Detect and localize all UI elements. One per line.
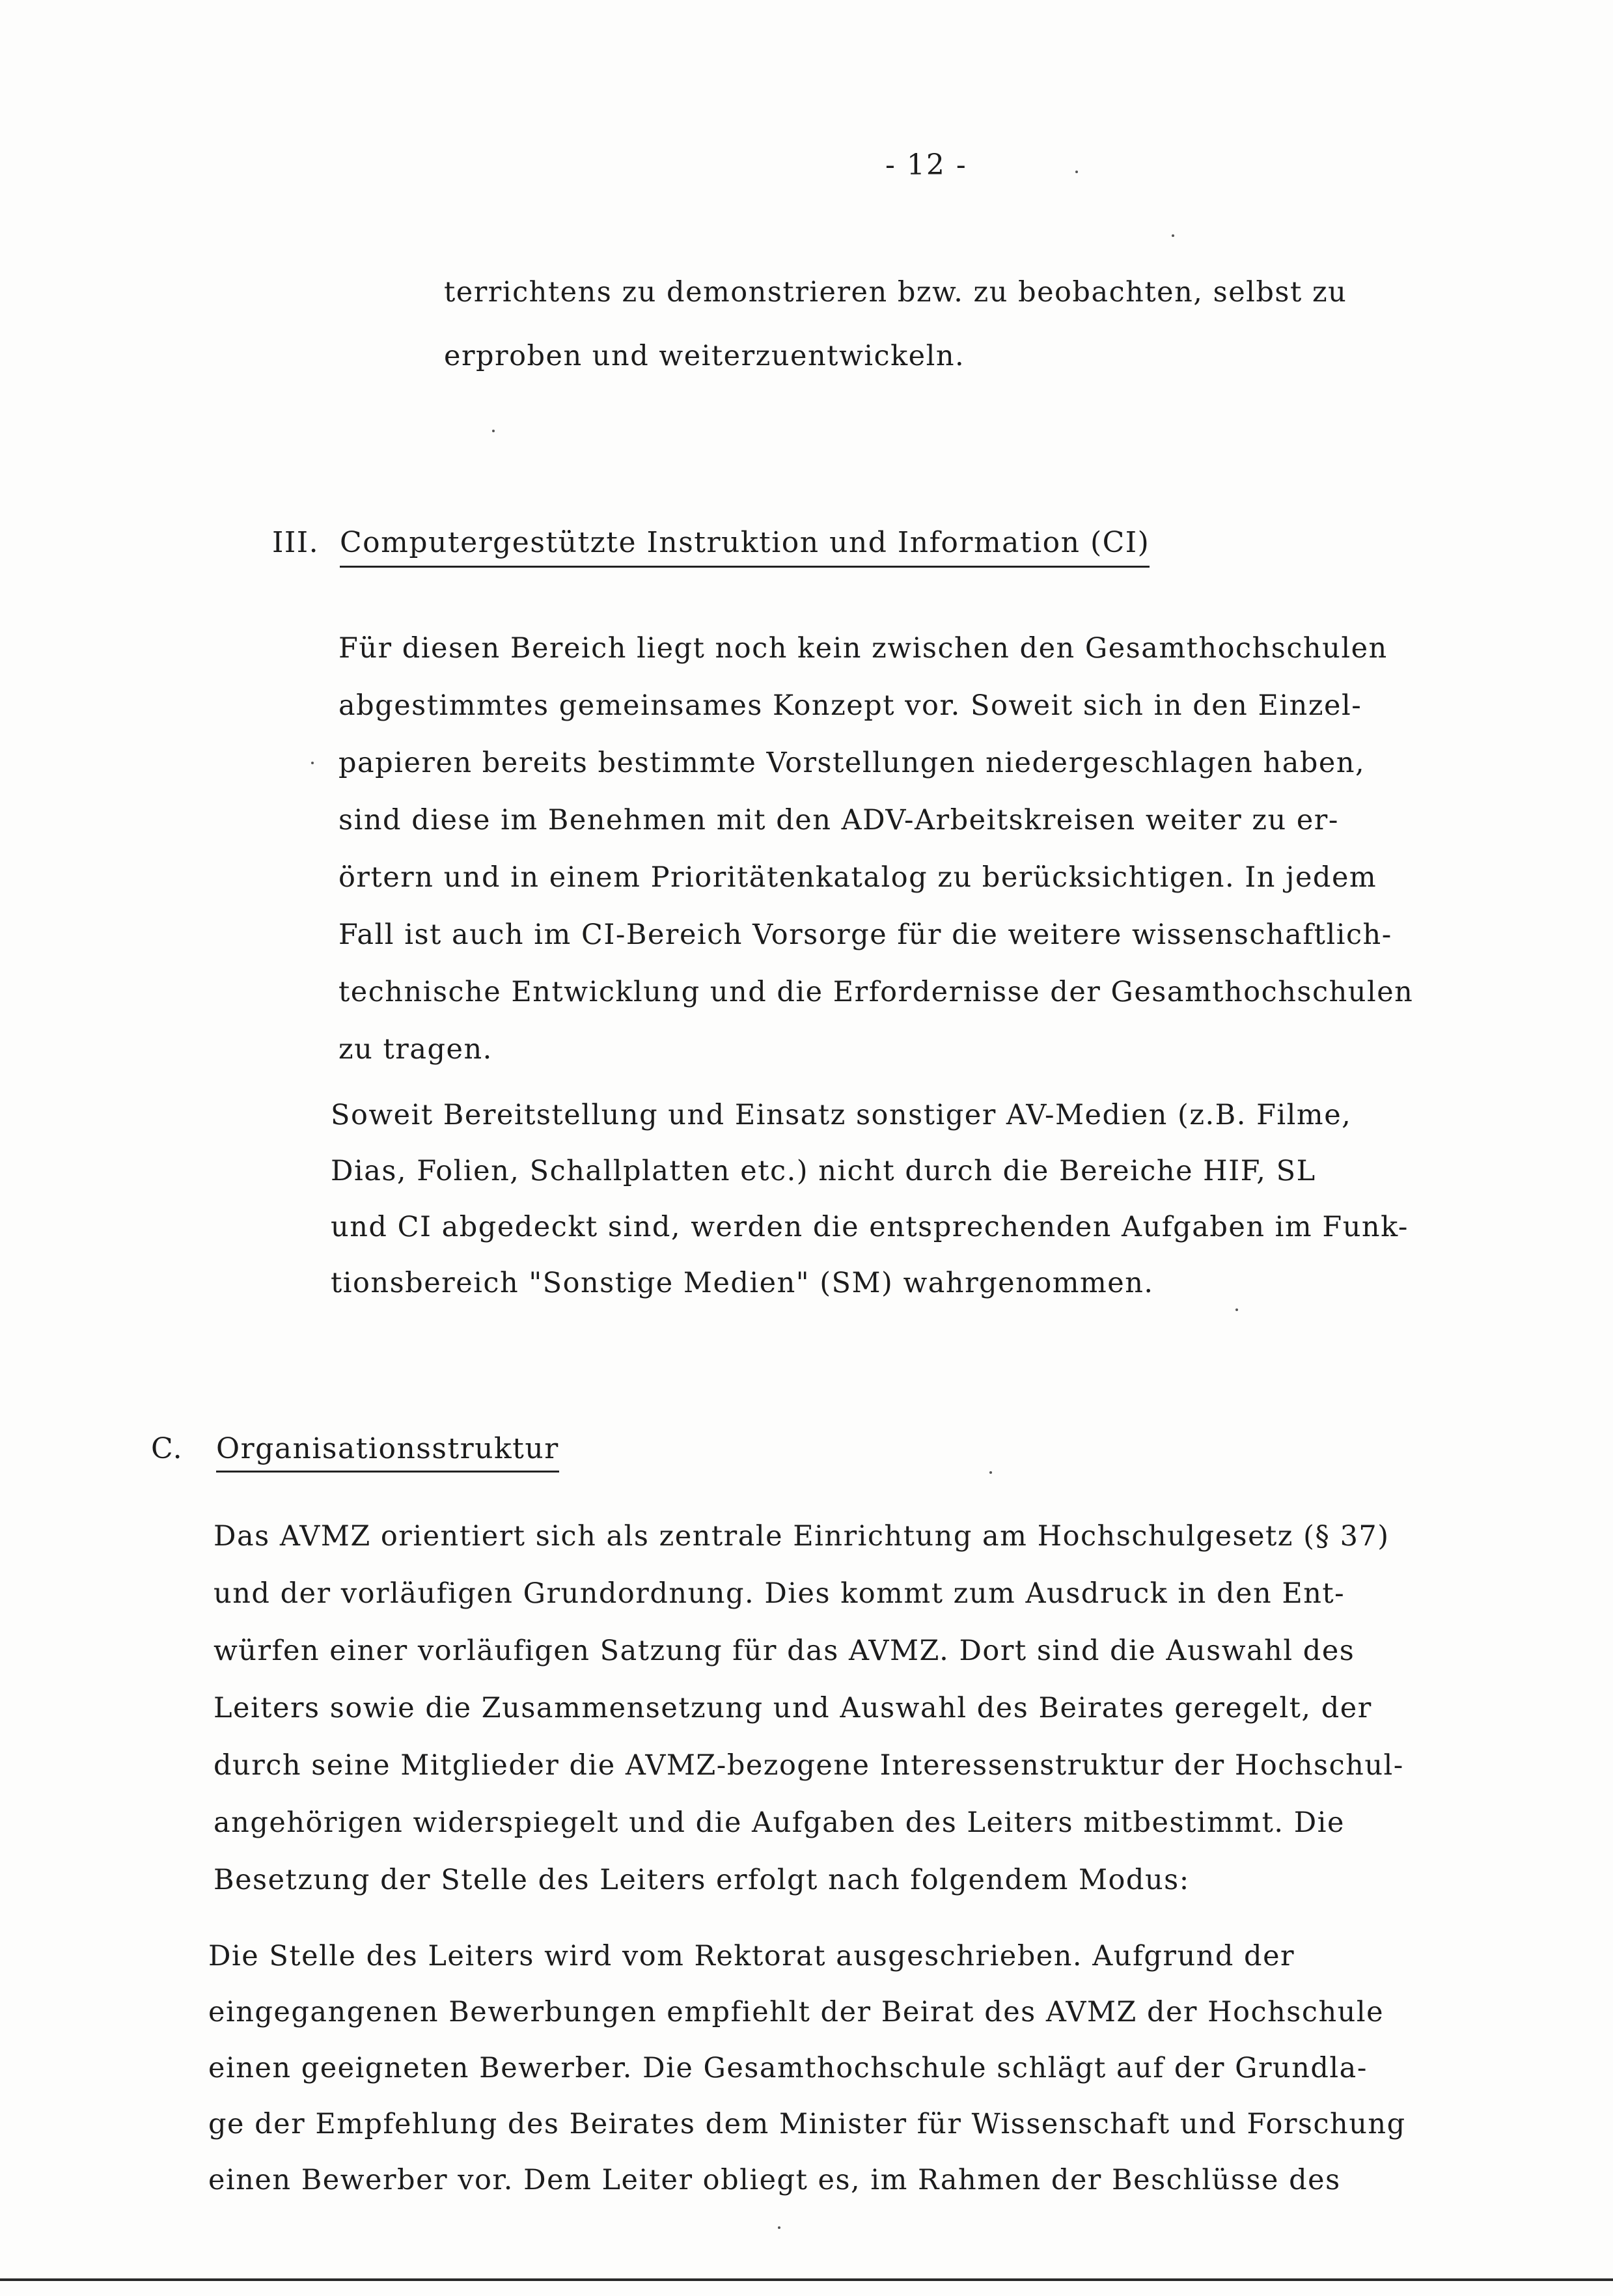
text-line: Fall ist auch im CI-Bereich Vorsorge für die weitere wissenschaftlich- [338,919,1392,951]
text-line: Für diesen Bereich liegt noch kein zwischen den Gesamthochschulen [338,632,1388,665]
text-line: abgestimmtes gemeinsames Konzept vor. Soweit sich in den Einzel- [338,689,1362,722]
scan-speck [311,762,314,764]
scan-speck [989,1471,992,1474]
text-line: Die Stelle des Leiters wird vom Rektorat ausgeschrieben. Aufgrund der [208,1940,1295,1972]
section-c-heading: Organisationsstruktur [216,1432,559,1473]
scan-speck [778,2226,780,2229]
section-iii-paragraph-2 [331,1087,1409,1311]
text-line: und CI abgedeckt sind, werden die entsprechenden Aufgaben im Funk- [331,1211,1409,1243]
text-line: terrichtens zu demonstrieren bzw. zu beobachten, selbst zu [444,276,1347,309]
scan-speck [1075,171,1078,173]
section-c-paragraph-1 [214,1508,1404,1909]
text-line: einen geeigneten Bewerber. Die Gesamthochschule schlägt auf der Grundla- [208,2052,1368,2084]
section-c-paragraph-2 [208,1928,1406,2208]
text-line: tionsbereich "Sonstige Medien" (SM) wahrgenommen. [331,1267,1154,1299]
text-line: technische Entwicklung und die Erfordernisse der Gesamthochschulen [338,976,1414,1008]
text-line: eingegangenen Bewerbungen empfiehlt der Beirat des AVMZ der Hochschule [208,1996,1385,2028]
text-line: und der vorläufigen Grundordnung. Dies kommt zum Ausdruck in den Ent- [214,1577,1345,1610]
text-line: einen Bewerber vor. Dem Leiter obliegt es, im Rahmen der Beschlüsse des [208,2164,1341,2196]
text-line: Dias, Folien, Schallplatten etc.) nicht durch die Bereiche HIF, SL [331,1155,1316,1187]
text-line: Leiters sowie die Zusammensetzung und Auswahl des Beirates geregelt, der [214,1692,1372,1724]
text-line: Soweit Bereitstellung und Einsatz sonstiger AV-Medien (z.B. Filme, [331,1099,1352,1131]
bottom-edge-rule [0,2278,1613,2281]
section-c-label: C. [151,1432,184,1465]
intro-paragraph [444,260,1347,388]
text-line: Das AVMZ orientiert sich als zentrale Einrichtung am Hochschulgesetz (§ 37) [214,1520,1390,1553]
text-line: ge der Empfehlung des Beirates dem Minister für Wissenschaft und Forschung [208,2108,1406,2140]
page-number: - 12 - [885,148,967,182]
text-line: örtern und in einem Prioritätenkatalog zu berücksichtigen. In jedem [338,861,1377,894]
text-line: durch seine Mitglieder die AVMZ-bezogene Interessenstruktur der Hochschul- [214,1749,1404,1782]
scan-speck [492,430,495,432]
text-line: erproben und weiterzuentwickeln. [444,340,965,372]
text-line: Besetzung der Stelle des Leiters erfolgt nach folgendem Modus: [214,1864,1190,1896]
text-line: zu tragen. [338,1033,493,1066]
section-iii-paragraph-1 [338,620,1413,1078]
text-line: würfen einer vorläufigen Satzung für das AVMZ. Dort sind die Auswahl des [214,1635,1355,1667]
section-iii-label: III. [272,526,320,559]
scan-speck [1172,234,1174,237]
scan-speck [1235,1308,1238,1311]
text-line: sind diese im Benehmen mit den ADV-Arbeitskreisen weiter zu er- [338,804,1339,837]
text-line: papieren bereits bestimmte Vorstellungen niedergeschlagen haben, [338,747,1366,779]
text-line: angehörigen widerspiegelt und die Aufgaben des Leiters mitbestimmt. Die [214,1806,1345,1839]
section-iii-heading: Computergestützte Instruktion und Information (CI) [340,526,1150,568]
